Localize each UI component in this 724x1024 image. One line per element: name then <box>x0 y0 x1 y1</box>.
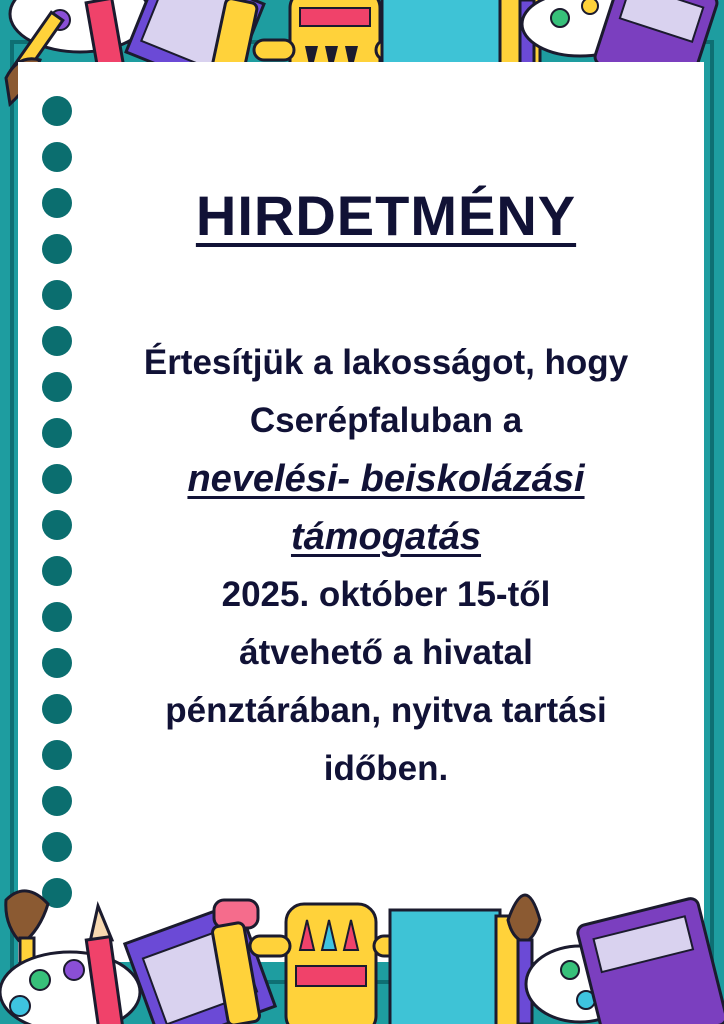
binder-hole <box>42 142 72 172</box>
binder-hole <box>42 510 72 540</box>
notice-emphasis: nevelési- beiskolázási <box>187 458 585 500</box>
bottom-school-supplies <box>0 880 724 1024</box>
notice-line: időben. <box>323 749 449 788</box>
notice-line: Értesítjük a lakosságot, hogy <box>143 343 629 382</box>
binder-hole <box>42 96 72 126</box>
binder-hole <box>42 786 72 816</box>
binder-hole <box>42 326 72 356</box>
binder-hole <box>42 694 72 724</box>
binder-holes <box>42 96 76 926</box>
binder-hole <box>42 832 72 862</box>
notice-line: 2025. október 15-től <box>221 575 551 614</box>
notice-emphasis: támogatás <box>290 516 482 558</box>
notice-line: átvehető a hivatal <box>239 633 533 672</box>
notice-content <box>88 170 684 798</box>
binder-hole <box>42 280 72 310</box>
calculator-icon <box>576 897 724 1024</box>
notice-line: pénztárában, nyitva tartási <box>165 691 607 730</box>
binder-hole <box>42 234 72 264</box>
binder-hole <box>42 556 72 586</box>
binder-hole <box>42 418 72 448</box>
notice-title: HIRDETMÉNY <box>195 184 577 247</box>
binder-hole <box>42 602 72 632</box>
binder-hole <box>42 648 72 678</box>
notice-body <box>88 334 684 798</box>
binder-hole <box>42 740 72 770</box>
binder-hole <box>42 188 72 218</box>
binder-hole <box>42 464 72 494</box>
notebook-icon <box>390 910 526 1024</box>
notice-line: Cserépfaluban a <box>249 401 523 440</box>
binder-hole <box>42 372 72 402</box>
